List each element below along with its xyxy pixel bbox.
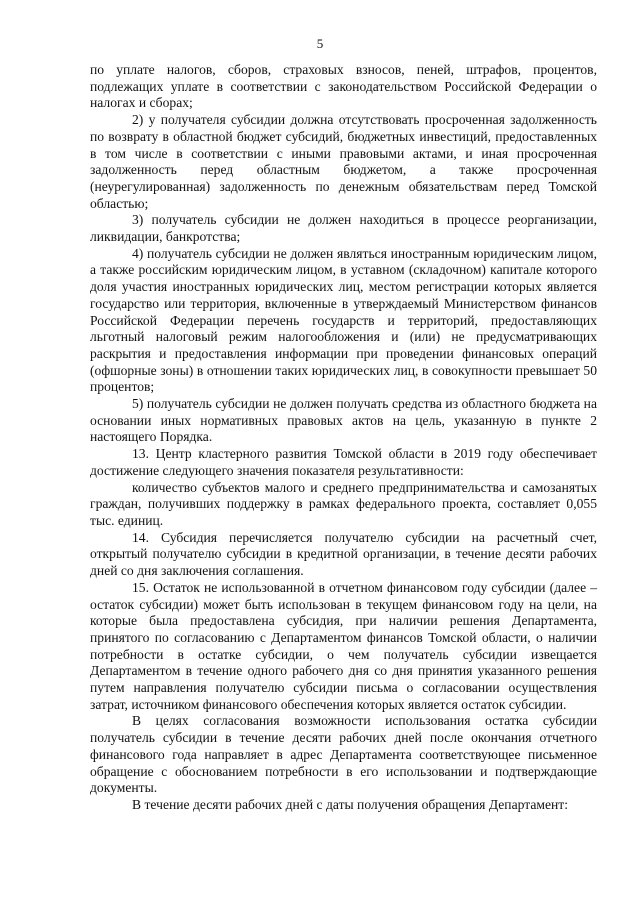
paragraph-continuation: по уплате налогов, сборов, страховых взносов, пеней, штрафов, процентов, подлежащих уплате в соответствии с законодательством Российской Федерации о налогах и сборах; (90, 62, 597, 111)
document-body (90, 62, 597, 814)
paragraph-item-5: 5) получатель субсидии не должен получать средства из областного бюджета на основании иных нормативных правовых актов на цель, указанную в пункте 2 настоящего Порядка. (90, 396, 597, 445)
paragraph-item-2: 2) у получателя субсидии должна отсутствовать просроченная задолженность по возврату в областной бюджет субсидий, бюджетных инвестиций, предоставленных в том числе в соответствии с иными правовыми актами, и иная просроченная задолженность перед областным бюджетом, а также просроченная (неурегулированная) задолженность по денежным обязательствам перед Томской областью; (90, 112, 597, 211)
page-number: 5 (316, 36, 324, 51)
paragraph-clause-13: 13. Центр кластерного развития Томской области в 2019 году обеспечивает достижение следующего значения показателя результативности: (90, 446, 597, 478)
paragraph-item-4: 4) получатель субсидии не должен являться иностранным юридическим лицом, а также российским юридическим лицом, в уставном (складочном) капитале которого доля участия иностранных юридических лиц, местом регистрации которых является государство или территория, включенные в утверждаемый Министерством финансов Российской Федерации перечень государств и территорий, предоставляющих льготный налоговый режим налогообложения и (или) не предусматривающих раскрытия и предоставления информации при проведении финансовых операций (офшорные зоны) в отношении таких юридических лиц, в совокупности превышает 50 процентов; (90, 245, 597, 395)
paragraph-indicator: количество субъектов малого и среднего предпринимательства и самозанятых граждан, получивших поддержку в рамках федерального проекта, составляет 0,055 тыс. единиц. (90, 479, 597, 528)
paragraph-clause-14: 14. Субсидия перечисляется получателю субсидии на расчетный счет, открытый получателю субсидии в кредитной организации, в течение десяти рабочих дней со дня заключения соглашения. (90, 529, 597, 579)
paragraph-department: В течение десяти рабочих дней с даты получения обращения Департамент: (132, 796, 568, 812)
paragraph-clause-15: 15. Остаток не использованной в отчетном финансовом году субсидии (далее – остаток субсидии) может быть использован в текущем финансовом году на цели, на которые была предоставлена субсидия, при наличии решения Департамента, принятого по согласованию с Департаментом финансов Томской области, о наличии потребности в остатке субсидии, о чем получатель субсидии извещается Департаментом в течение одного рабочего дня со дня принятия указанного решения путем направления получателю субсидии письма о согласовании осуществления затрат, источником финансового обеспечения которых является остаток субсидии. (90, 579, 597, 712)
paragraph-approval: В целях согласования возможности использования остатка субсидии получатель субсидии в течение десяти рабочих дней после окончания отчетного финансового года направляет в адрес Департамента соответствующее письменное обращение с обоснованием потребности в его использовании и подтверждающие документы. (90, 713, 597, 796)
paragraph-item-3: 3) получатель субсидии не должен находиться в процессе реорганизации, ликвидации, банкротства; (90, 212, 597, 245)
